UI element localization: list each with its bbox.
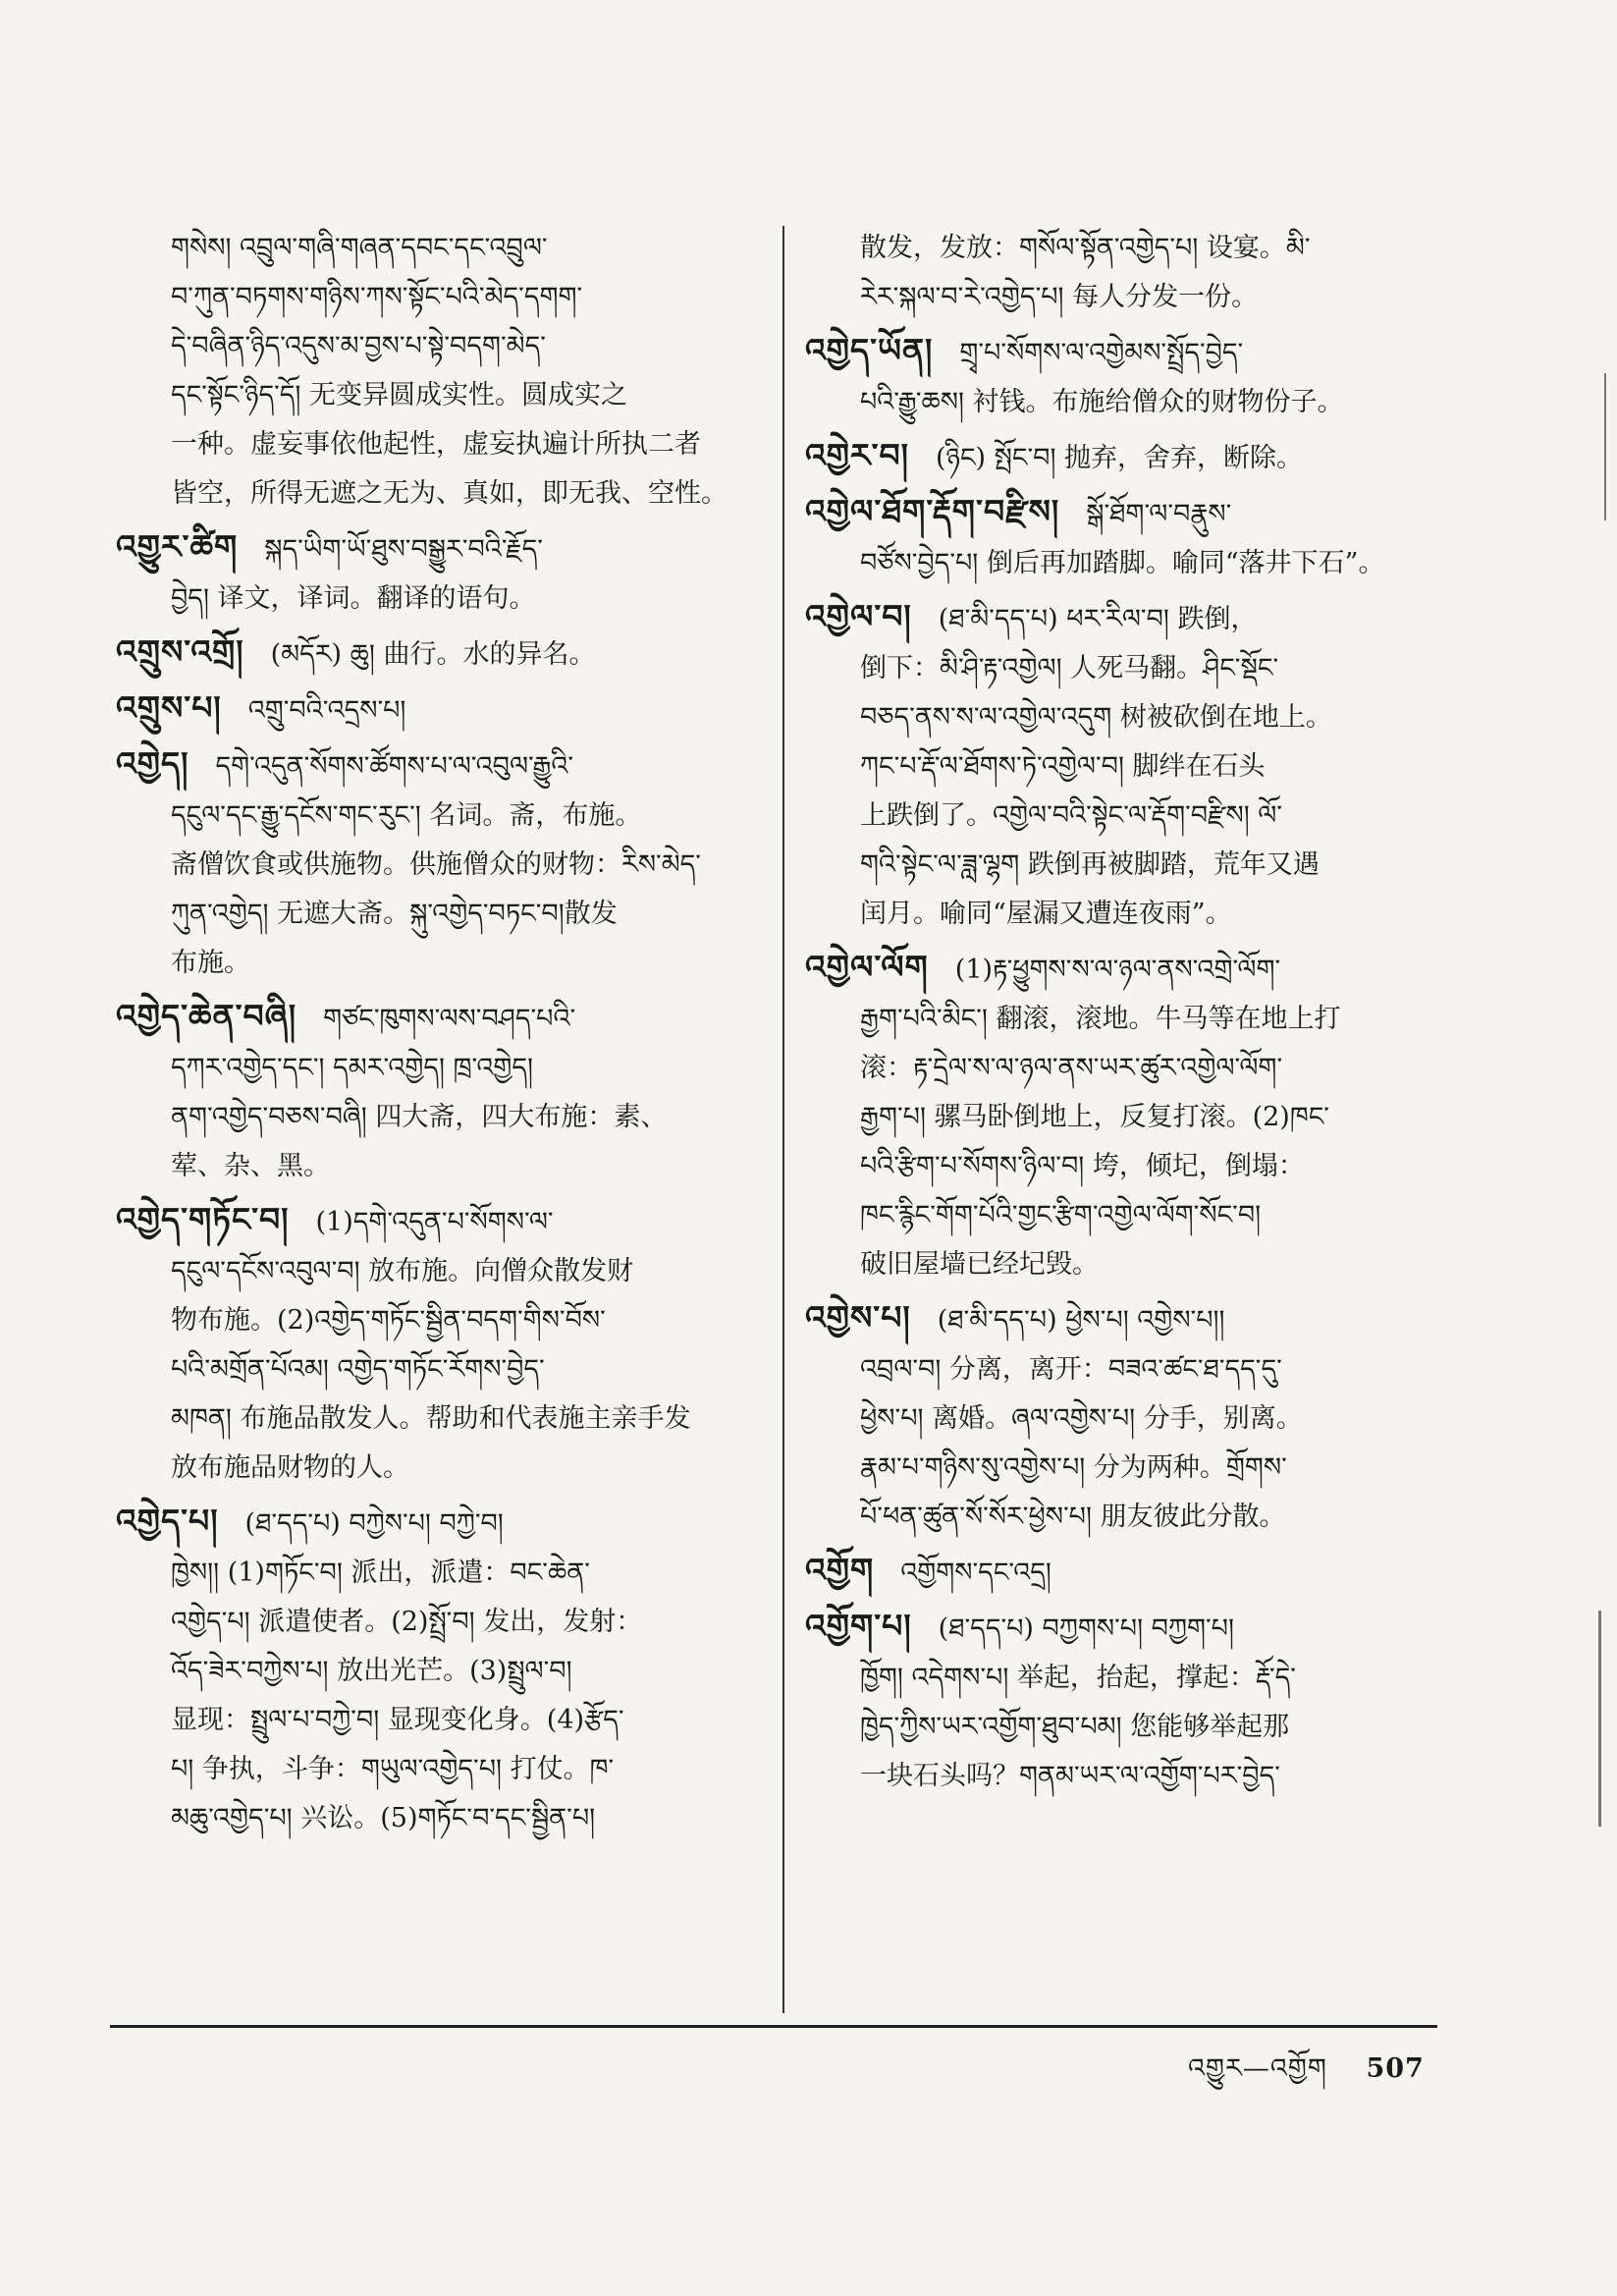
scan-edge-mark — [1598, 1611, 1601, 1827]
entry-text-line: པའི་མགྲོན་པོའམ། འགྱེད་གཏོང་རོགས་བྱེད་ — [171, 1354, 545, 1385]
entry-text-line: (ཐ་མི་དད་པ) ཕྱེས་པ། འགྱེས་པ།། — [937, 1305, 1225, 1336]
entry-headword: འགྱེལ་ཐོག་རྡོག་བརྫིས། — [805, 492, 1060, 530]
entry-text-line: 物布施。(2)འགྱེད་གཏོང་སྦྱིན་བདག་གིས་བོས་ — [171, 1305, 606, 1336]
entry-headword: འགྱེད། — [116, 744, 189, 783]
entry-text-line: དེ་བཞིན་ཉིད་འདུས་མ་བྱས་པ་སྟེ་བདག་མེད་ — [171, 331, 546, 361]
dictionary-entry — [116, 739, 756, 988]
entry-text-line: གའི་སྟེང་ལ་ཟླ་ལྷག 跌倒再被脚踏，荒年又遇 — [860, 849, 1320, 880]
entry-headword: འགྱུར་ཚིག — [116, 527, 239, 566]
entry-text-line: (མདོར) ཆུ། 曲行。水的异名。 — [270, 639, 596, 670]
right-column — [805, 224, 1486, 1805]
entry-text-line: པོ་ཕན་ཚུན་སོ་སོར་ཕྱེས་པ། 朋友彼此分散。 — [860, 1502, 1286, 1532]
entry-text-line: དངུལ་དངོས་འབུལ་བ། 放布施。向僧众散发财 — [171, 1256, 634, 1286]
entry-text-line: གསེས། འབྲུལ་གཞི་གཞན་དབང་དང་འབྲུལ་ — [171, 233, 548, 263]
entry-text-line: རྣམ་པ་གཉིས་སུ་འགྱེས་པ། 分为两种。གྲོགས་ — [860, 1452, 1287, 1483]
dictionary-entry — [116, 224, 756, 519]
entry-text-line: བྱེད། 译文，译词。翻译的语句。 — [171, 583, 536, 614]
entry-text-line: (ཐ་དད་པ) བཀྱགས་པ། བཀྱག་པ། — [938, 1613, 1234, 1644]
entry-text-line: པའི་རྩིག་པ་སོགས་ཉིལ་བ། 垮，倾圮，倒塌： — [860, 1151, 1305, 1181]
dictionary-entry — [805, 487, 1486, 588]
entry-text-line: རྒྱག་པའི་མིང་། 翻滚，滚地。牛马等在地上打 — [860, 1004, 1341, 1034]
dictionary-entry — [805, 943, 1486, 1289]
entry-text-line: སྐད་ཡིག་ཡོ་ཐུས་བསྒྱུར་བའི་རྗོད་ — [264, 534, 543, 565]
entry-text-line: 荤、杂、黑。 — [171, 1151, 330, 1181]
dictionary-entry — [116, 522, 756, 624]
dictionary-entry — [805, 1602, 1486, 1801]
entry-headword: འགྱེད་པ། — [116, 1502, 219, 1540]
entry-text-line: དཀར་འགྱེད་དང་། དམར་འགྱེད། ཁྲ་འགྱེད། — [171, 1053, 534, 1083]
entry-text-line: དངུལ་དང་རྒྱུ་དངོས་གང་རུང་། 名词。斋，布施。 — [171, 800, 642, 831]
entry-text-line: བཙོས་བྱེད་པ། 倒后再加踏脚。喻同“落井下石”。 — [860, 548, 1385, 578]
entry-text-line: ཀུན་འགྱེད། 无遮大斋。སྐུ་འགྱེད་བཏང་བ།散发 — [171, 899, 618, 929]
entry-headword: འགྱོག — [805, 1551, 875, 1589]
entry-text-line: 一种。虚妄事依他起性，虚妄执遍计所执二者 — [171, 429, 701, 460]
entry-text-line: ཁྱེད་ཀྱིས་ཡར་འགྱོག་ཐུབ་པམ། 您能够举起那 — [860, 1712, 1290, 1742]
column-divider — [782, 226, 784, 2013]
entry-text-line: (ཐ་མི་དད་པ) ཕར་རིལ་བ། 跌倒， — [938, 604, 1258, 634]
entry-headword: འགྱེར་བ། — [805, 436, 909, 474]
entry-text-line: 显现：སྤྲུལ་པ་བཀྱེ་བ། 显现变化身。(4)རྩོད་ — [171, 1705, 624, 1735]
dictionary-entry — [116, 628, 756, 680]
dictionary-entry — [805, 592, 1486, 939]
footer-rule — [110, 2025, 1437, 2028]
entry-text-line: པའི་རྒྱུ་ཆས། 衬钱。布施给僧众的财物份子。 — [860, 387, 1344, 417]
dictionary-entry — [116, 1195, 756, 1493]
entry-headword: འགྱེད་གཏོང་བ། — [116, 1200, 290, 1238]
entry-headword: འགྱེད་ཆེན་བཞི། — [116, 997, 297, 1035]
entry-text-line: མཁན། 布施品散发人。帮助和代表施主亲手发 — [171, 1403, 691, 1434]
entry-text-line: བཅད་ནས་ས་ལ་འགྱེལ་འདུག 树被砍倒在地上。 — [860, 702, 1332, 733]
dictionary-entry — [116, 683, 756, 736]
entry-headword: འགྱེལ་བ། — [805, 597, 912, 635]
entry-headword: འགྲུས་འགྲོ། — [116, 632, 244, 671]
dictionary-entry — [805, 431, 1486, 483]
page-footer — [1188, 2039, 1425, 2113]
entry-text-line: 皆空，所得无遮之无为、真如，即无我、空性。 — [171, 478, 728, 509]
entry-text-line: 布施。 — [171, 948, 250, 978]
entry-text-line: 一块石头吗？གནམ་ཡར་ལ་འགྱོག་པར་བྱེད་ — [860, 1761, 1280, 1791]
dictionary-entry — [116, 992, 756, 1191]
entry-text-line: གཙང་ཁུགས་ལས་བཤད་པའི་ — [323, 1004, 576, 1034]
entry-text-line: 放布施品财物的人。 — [171, 1452, 409, 1483]
left-column — [116, 224, 756, 1847]
entry-text-line: ཁྱོག། འདེགས་པ། 举起，抬起，撑起：རྡོ་དེ་ — [860, 1663, 1296, 1693]
entry-text-line: (ཐ་དད་པ) བཀྱེས་པ། བཀྱེ་བ། — [244, 1508, 504, 1539]
entry-headword: འགྱེད་ཡོན། — [805, 331, 934, 369]
entry-text-line: འགྱོགས་དང་འདྲ། — [900, 1558, 1051, 1588]
entry-text-line: ཀང་པ་རྡོ་ལ་ཐོགས་ཏེ་འགྱེལ་བ། 脚绊在石头 — [860, 751, 1266, 782]
entry-text-line: 倒下：མི་ཤི་རྟ་འགྱེལ། 人死马翻。ཤིང་སྡོང་ — [860, 653, 1279, 683]
dictionary-entry — [805, 326, 1486, 427]
entry-text-line: ཁང་རྙིང་གོག་པོའི་གྱང་རྩིག་འགྱེལ་ལོག་སོང་བ། — [860, 1200, 1262, 1230]
entry-text-line: 滚：རྟ་དྲེལ་ས་ལ་ཉལ་ནས་ཡར་ཚུར་འགྱེལ་ལོག་ — [860, 1053, 1283, 1083]
entry-headword: འགྱེས་པ། — [805, 1298, 911, 1337]
entry-text-line: ནག་འགྱེད་བཅས་བཞི། 四大斋，四大布施：素、 — [171, 1102, 668, 1132]
dictionary-entry — [116, 1497, 756, 1843]
entry-text-line: གྲྭ་པ་སོགས་ལ་འགྱེམས་སྤྲོད་བྱེད་ — [959, 338, 1244, 368]
entry-text-line: རྒྱག་པ། 骡马卧倒地上，反复打滚。(2)ཁང་ — [860, 1102, 1329, 1132]
entry-text-line: མཆུ་འགྱེད་པ། 兴讼。(5)གཏོང་བ་དང་སྦྱིན་པ། — [171, 1803, 596, 1833]
entry-headword: འགྲུས་པ། — [116, 688, 222, 727]
entry-text-line: འོད་ཟེར་བཀྱེས་པ། 放出光芒。(3)སྤྲུལ་བ། — [171, 1656, 572, 1686]
entry-text-line: འགྲུ་བའི་འདྲས་པ། — [247, 695, 406, 726]
entry-text-line: དགེ་འདུན་སོགས་ཚོགས་པ་ལ་འབུལ་རྒྱུའི་ — [215, 751, 574, 782]
entry-text-line: ཕྱེས་པ། 离婚。ཞལ་འགྱེས་པ། 分手，别离。 — [860, 1403, 1303, 1434]
entry-text-line: ཁྱེས།། (1)གཏོང་བ། 派出，派遣：བང་ཆེན་ — [171, 1558, 590, 1588]
entry-text-line: དང་སྟོང་ཉིད་དོ། 无变异圆成实性。圆成实之 — [171, 380, 627, 410]
entry-headword: འགྱོག་པ། — [805, 1607, 912, 1645]
running-head: འགྱུར—འགྱོག — [1188, 2053, 1327, 2084]
entry-text-line: རེར་སྐལ་བ་རེ་འགྱེད་པ། 每人分发一份。 — [860, 282, 1259, 312]
entry-text-line: (1)རྟ་ཕྱུགས་ས་ལ་ཉལ་ནས་འགྲེ་ལོག་ — [954, 955, 1281, 985]
entry-text-line: བ་ཀུན་བཏགས་གཉིས་ཀས་སྟོང་པའི་མེད་དགག་ — [171, 282, 583, 312]
page-number: 507 — [1366, 2053, 1425, 2084]
entry-text-line: 上跌倒了。འགྱེལ་བའི་སྟེང་ལ་རྡོག་བརྫིས། ལོ་ — [860, 800, 1282, 831]
entry-text-line: སྒོ་ཐོག་ལ་བརྣུས་ — [1086, 499, 1232, 529]
dictionary-entry — [805, 1293, 1486, 1542]
entry-text-line: པ། 争执，斗争：གཡུལ་འགྱེད་པ། 打仗。ཁ་ — [171, 1754, 615, 1784]
entry-text-line: འགྱེད་པ། 派遣使者。(2)སྤྲོ་བ། 发出，发射： — [171, 1607, 643, 1637]
dictionary-entry — [805, 224, 1486, 322]
scan-edge-mark — [1604, 373, 1606, 520]
dictionary-entry — [805, 1546, 1486, 1598]
entry-text-line: (ཉིང) སྤོང་བ། 抛弃，舍弃，断除。 — [936, 443, 1304, 473]
entry-text-line: 散发，发放：གསོལ་སྟོན་འགྱེད་པ། 设宴。མི་ — [860, 233, 1311, 263]
entry-text-line: 斋僧饮食或供施物。供施僧众的财物：རིས་མེད་ — [171, 849, 701, 880]
entry-text-line: 闰月。喻同“屋漏又遭连夜雨”。 — [860, 899, 1232, 929]
entry-text-line: 破旧屋墙已经圮毁。 — [860, 1249, 1099, 1280]
entry-text-line: འབྲལ་བ། 分离，离开：བཟའ་ཚང་ཐ་དད་དུ་ — [860, 1354, 1282, 1385]
entry-text-line: (1)དགེ་འདུན་པ་སོགས་ལ་ — [315, 1207, 554, 1237]
entry-headword: འགྱེལ་ལོག — [805, 948, 929, 986]
